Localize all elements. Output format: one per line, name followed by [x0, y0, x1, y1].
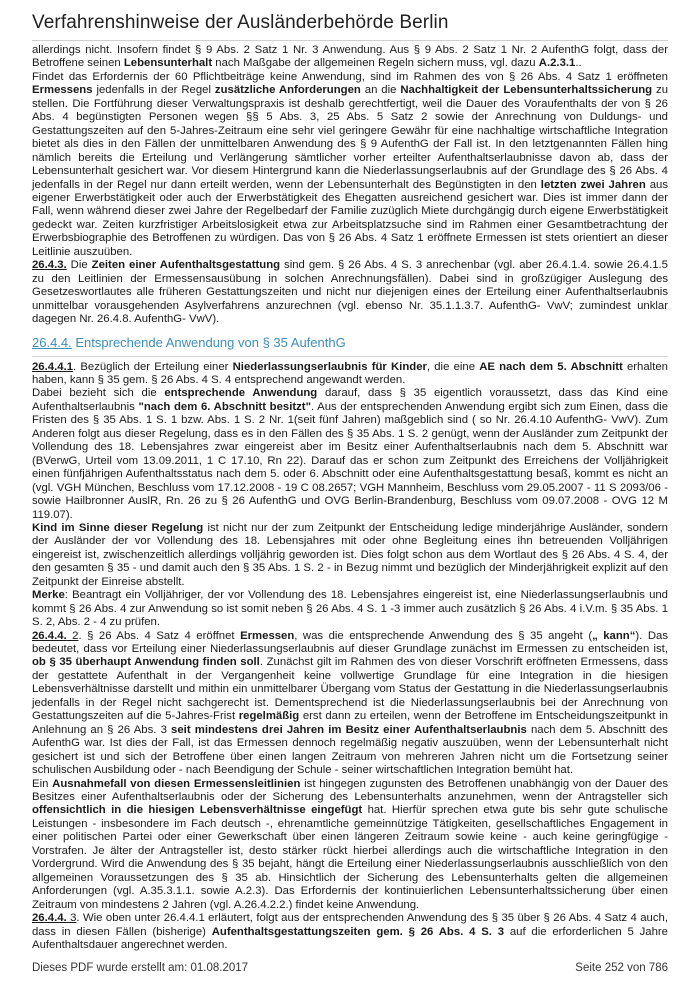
paragraph: Dabei bezieht sich die entsprechende Anwendung darauf, dass § 35 eigentlich voraussetzt, dass das Kind eine Aufenthaltserlaubnis "nach dem 6. Abschnitt besitzt". Aus der entsprechenden Anwendung ergibt sich zum Einen, dass die Fristen des § 35 Abs. 1 S. 1 bzw. Abs. 1 S. 2 Nr. 1(seit fünf Jahren) maßgeblich sind ( so Nr. 26.4.10 AufenthG- VwV). Zum Anderen folgt aus dieser Regelung, dass es in den Fällen des § 35 Abs. 1 S. 2 genügt, wenn der Ausländer zum Zeitpunkt der Vollendung des 18. Lebensjahres zwar eingereist aber im Besitz einer Aufenthaltserlaubnis nach dem 5. Abschnitt war (BVerwG, Urteil vom 13.09.2011, 1 C 17.10, Rn 22). Darauf das er schon zum Zeitpunkt des Erreichens der Volljährigkeit einen fünfjährigen Aufenthaltsstatus nach dem 5. oder 6. Abschnitt oder eine Aufenthaltsgestattung besaß, kommt es nicht an (vgl. VGH München, Beschluss vom 17.12.2008 - 19 C 08.2657; VGH Mannheim, Beschluss vom 29.05.2007 - 11 S 2093/06 - sowie Hailbronner AuslR, Rn. 26 zu § 26 AufenthG und OVG Berlin-Brandenburg, Beschluss vom 09.07.2008 - OVG 12 M 119.07). — [32, 387, 668, 521]
page-title: Verfahrenshinweise der Ausländerbehörde Berlin — [32, 12, 449, 33]
section-reference: 26.4.4.1 — [32, 360, 73, 373]
paragraph: Merke: Beantragt ein Volljähriger, der vor Vollendung des 18. Lebensjahres eingereist ist, eine Niederlassungserlaubnis und kommt § 26 Abs. 4 zur Anwendung so ist somit neben § 26 Abs. 4 S. 1 -3 immer auch zusätzlich § 26 Abs. 4 i.V.m. § 35 Abs. 1 S. 2, Abs. 2 - 4 zu prüfen. — [32, 589, 668, 629]
section-reference: 26.4.4. — [32, 629, 67, 642]
document-body — [32, 44, 668, 952]
section-reference: 26.4.3. — [32, 259, 67, 272]
paragraph: Kind im Sinne dieser Regelung ist nicht nur der zum Zeitpunkt der Entscheidung ledige minderjährige Ausländer, sondern der Ausländer der vor Vollendung des 18. Lebensjahres mit oder ohne Begleitung eines ihn betreuenden Volljährigen eingereist ist, zwischenzeitlich allerdings volljährig geworden ist. Dies folgt schon aus dem Wortlaut des § 26 Abs. 4 S. 4, der den gesamten § 35 - und damit auch den § 35 Abs. 1 S. 2 - in Bezug nimmt und bezüglich der Minderjährigkeit explizit auf den Zeitpunkt der Einreise abstellt. — [32, 521, 668, 588]
section-heading — [32, 335, 668, 357]
page-number: Seite 252 von 786 — [575, 962, 668, 974]
paragraph: 26.4.3. Die Zeiten einer Aufenthaltsgestattung sind gem. § 26 Abs. 4 S. 3 anrechenbar (vgl. aber 26.4.1.4. sowie 26.4.1.5 zu den Leitlinien der Ermessensausübung in solchen Anrechnungsfällen). Dabei sind in großzügiger Auslegung des Gesetzeswortlautes alle früheren Gestattungszeiten und nicht nur diejenigen eines der Erteilung einer Aufenthaltserlaubnis unmittelbar vorausgehenden Asylverfahrens anzurechnen (vgl. ebenso Nr. 35.1.1.3.7. AufenthG- VwV; zumindest unklar dagegen Nr. 26.4.8. AufenthG- VwV). — [32, 259, 668, 326]
page-footer — [32, 962, 668, 974]
section-title: Entsprechende Anwendung von § 35 AufenthG — [71, 334, 346, 350]
paragraph: 26.4.4.1. Bezüglich der Erteilung einer Niederlassungserlaubnis für Kinder, die eine AE nach dem 5. Abschnitt erhalten haben, kann § 35 gem. § 26 Abs. 4 S. 4 entsprechend angewandt werden. — [32, 360, 668, 386]
page-header — [32, 12, 668, 41]
section-number: 26.4.4. — [32, 334, 72, 350]
paragraph: 26.4.4. 2. § 26 Abs. 4 Satz 4 eröffnet Ermessen, was die entsprechende Anwendung des § 35 angeht („ kann“). Das bedeutet, dass vor Erteilung einer Niederlassungserlaubnis auf dieser Grundlage zunächst im Ermessen zu entscheiden ist, ob § 35 überhaupt Anwendung finden soll. Zunächst gilt im Rahmen des von dieser Vorschrift eröffneten Ermessens, dass der gestattete Aufenthalt in der Vergangenheit keine vollwertige Grundlage für eine Integration in die hiesigen Lebensverhältnisse darstellt und mithin ein unmittelbarer Übergang vom Status der Gestattung in die Niederlassungserlaubnis jedenfalls in der Regel nicht sachgerecht ist. Dementsprechend ist die Niederlassungserlaubnis bei der Anrechnung von Gestattungszeiten auf die 5-Jahres-Frist regelmäßig erst dann zu erteilen, wenn der Betroffene im Entscheidungszeitpunkt in Anlehnung an § 26 Abs. 3 seit mindestens drei Jahren im Besitz einer Aufenthaltserlaubnis nach dem 5. Abschnitt des AufenthG war. Ist dies der Fall, ist das Ermessen dennoch regelmäßig negativ auszuüben, wenn der Lebensunterhalt nicht gesichert ist und sich der Betroffene über einen langen Zeitraum von mehreren Jahren nicht um die Fortsetzung seiner schulischen Ausbildung oder - nach Beendigung der Schule - seiner wirtschaftlichen Integration bemüht hat. — [32, 629, 668, 777]
paragraph: Ein Ausnahmefall von diesen Ermessensleitlinien ist hingegen zugunsten des Betroffenen unabhängig von der Dauer des Besitzes einer Aufenthaltserlaubnis oder der Sicherung des Lebensunterhalts anzunehmen, wenn der Antragsteller sich offensichtlich in die hiesigen Lebensverhältnisse eingefügt hat. Hierfür sprechen etwa gute bis sehr gute schulische Leistungen - insbesondere im Fach deutsch -, ehrenamtliche gemeinnützige Tätigkeiten, gesellschaftliches Engagement in einer politischen Partei oder einer Gewerkschaft über einen längeren Zeitraum sowie keine - auch keine geringfügige - Vorstrafen. Je älter der Antragsteller ist, desto stärker rückt hierbei allerdings auch die wirtschaftliche Integration in den Vordergrund. Wird die Anwendung des § 35 bejaht, hängt die Erteilung einer Niederlassungserlaubnis ausschließlich von den allgemeinen Voraussetzungen des § 35 ab. Hinsichtlich der Sicherung des Lebensunterhalts gelten die allgemeinen Anforderungen (vgl. A.35.3.1.1. sowie A.2.3). Das Erfordernis der kontinuierlichen Lebensunterhaltssicherung über einen Zeitraum von mindestens 2 Jahren (vgl. A.26.4.2.2.) findet keine Anwendung. — [32, 777, 668, 911]
creation-date: Dieses PDF wurde erstellt am: 01.08.2017 — [32, 962, 249, 974]
paragraph: allerdings nicht. Insofern findet § 9 Abs. 2 Satz 1 Nr. 3 Anwendung. Aus § 9 Abs. 2 Satz 1 Nr. 2 AufenthG folgt, dass der Betroffene seinen Lebensunterhalt nach Maßgabe der allgemeinen Regeln sichern muss, vgl. dazu A.2.3.1.. — [32, 44, 668, 70]
section-reference: 26.4.4. — [32, 912, 67, 925]
paragraph: Findet das Erfordernis der 60 Pflichtbeiträge keine Anwendung, sind im Rahmen des von § 26 Abs. 4 Satz 1 eröffneten Ermessens jedenfalls in der Regel zusätzliche Anforderungen an die Nachhaltigkeit der Lebensunterhaltssicherung zu stellen. Die Fortführung dieser Verwaltungspraxis ist deshalb gerechtfertigt, weil die Dauer des Voraufenthalts der von § 26 Abs. 4 begünstigten Personen wegen §§ 5 Abs. 3, 25 Abs. 5 Satz 2 sowie der Anrechnung von Duldungs- und Gestattungszeiten auf den 5-Jahres-Zeitraum eine sehr viel geringere Gewähr für eine nachhaltige wirtschaftliche Integration bietet als dies in den Fällen der unmittelbaren Anwendung des § 9 AufenthG der Fall ist. In den letztgenannten Fällen hing nämlich bereits die Erteilung und Verlängerung sämtlicher vorher erteilter Aufenthaltserlaubnisse davon ab, dass der Lebensunterhalt gesichert war. Vor diesem Hintergrund kann die Niederlassungserlaubnis auf der Grundlage des § 26 Abs. 4 jedenfalls in der Regel nur dann erteilt werden, wenn der Lebensunterhalt des Begünstigten in den letzten zwei Jahren aus eigener Erwerbstätigkeit oder auch der Erwerbstätigkeit des Ehegatten ausreichend gesichert war. Dies ist immer dann der Fall, wenn während dieser zwei Jahre der Regelbedarf der Familie zuzüglich Miete durchgängig durch eigene Erwerbstätigkeit gedeckt war. Zeiten kurzfristiger Arbeitslosigkeit etwa zur Arbeitsplatzsuche sind im Rahmen einer Gesamtbetrachtung der Erwerbsbiographie des Betroffenen zu würdigen. Das von § 26 Abs. 4 Satz 1 eröffnete Ermessen ist stets orientiert an dieser Leitlinie auszuüben. — [32, 70, 669, 258]
paragraph: 26.4.4. 3. Wie oben unter 26.4.4.1 erläutert, folgt aus der entsprechenden Anwendung des § 35 über § 26 Abs. 4 Satz 4 auch, dass in diesen Fällen (bisherige) Aufenthaltsgestattungszeiten gem. § 26 Abs. 4 S. 3 auf die erforderlichen 5 Jahre Aufenthaltsdauer angerechnet werden. — [32, 912, 668, 951]
